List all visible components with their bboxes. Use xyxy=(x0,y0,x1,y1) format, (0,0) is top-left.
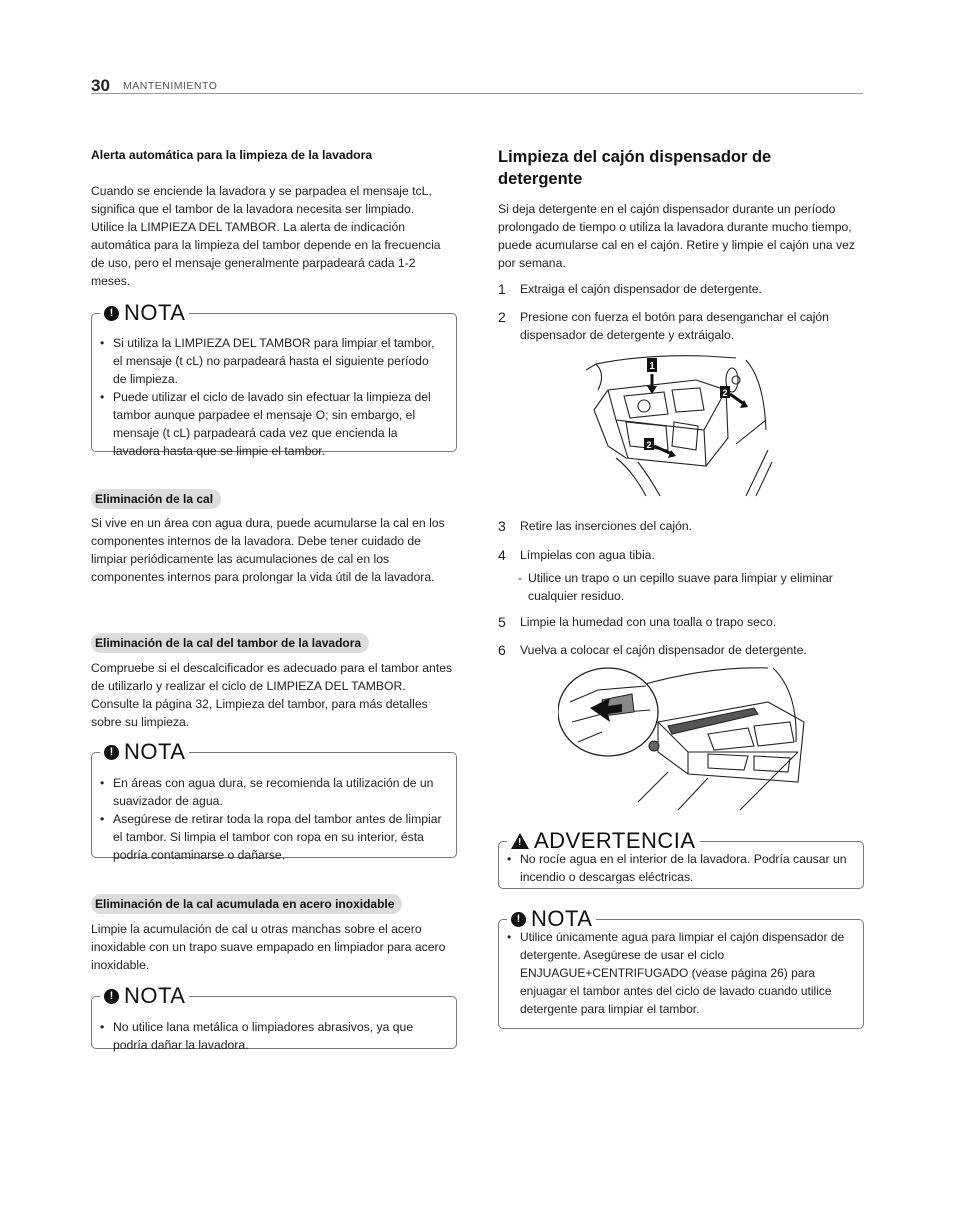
note-box-1 xyxy=(91,300,457,458)
note-item: • No utilice lana metálica o limpiadores abrasivos, ya que podría dañar la lavadora. xyxy=(100,1018,450,1054)
section-name: MANTENIMIENTO xyxy=(123,80,218,92)
step-text: Vuelva a colocar el cajón dispensador de detergente. xyxy=(520,643,807,657)
step-text: Límpielas con agua tibia. xyxy=(520,548,655,562)
note-box-4 xyxy=(498,906,864,1029)
section-title: Limpieza del cajón dispensador de detergente xyxy=(498,148,772,188)
note-list xyxy=(100,1018,450,1054)
warning-item: • No rocíe agua en el interior de la lavadora. Podría causar un incendio o descargas eléctricas. xyxy=(507,850,859,886)
auto-alert-title: Alerta automática para la limpieza de la lavadora xyxy=(91,148,373,162)
exclamation-icon: ! xyxy=(104,306,119,321)
scale-body: Si vive en un área con agua dura, puede acumularse la cal en los componentes internos de la lavadora. Debe tener cuidado de limpiar periódicamente las acumulaciones de cal en los componentes internos para prolongar la vida útil de la lavadora. xyxy=(91,516,445,584)
step-number: 4 xyxy=(498,547,506,563)
steel-scale-body: Limpie la acumulación de cal u otras manchas sobre el acero inoxidable con un trapo suave empapado en limpiador para acero inoxidable. xyxy=(91,922,446,972)
step-5 xyxy=(498,613,860,631)
exclamation-icon: ! xyxy=(104,745,119,760)
note-title: NOTA xyxy=(531,906,593,931)
note-item: • Utilice únicamente agua para limpiar el cajón dispensador de detergente. Asegúrese de usar el ciclo ENJUAGUE+CENTRIFUGADO (véase página 26) para enjuagar el tambor antes del ciclo de lavado cuando utilice detergente para limpiar el tambor. xyxy=(507,928,857,1018)
callout-1-label: 1 xyxy=(649,361,655,372)
warning-title: ADVERTENCIA xyxy=(534,828,696,853)
drawer-release-illustration xyxy=(586,350,776,498)
warning-triangle-icon: ! xyxy=(511,833,529,849)
step-text: Limpie la humedad con una toalla o trapo seco. xyxy=(520,615,777,629)
step-2 xyxy=(498,308,860,344)
subitem-text: Utilice un trapo o un cepillo suave para limpiar y eliminar cualquier residuo. xyxy=(528,571,833,603)
note-list xyxy=(100,334,445,460)
callout-2-label: 2 xyxy=(722,388,728,398)
note-header xyxy=(100,739,189,765)
page-number: 30 xyxy=(91,76,110,95)
step-3 xyxy=(498,517,860,535)
section-intro: Si deja detergente en el cajón dispensador durante un período prolongado de tiempo o utiliza la lavadora durante mucho tiempo, puede acumularse cal en el cajón. Retire y limpie el cajón una vez por semana. xyxy=(498,202,856,270)
note-title: NOTA xyxy=(124,983,186,1008)
drum-scale-title: Eliminación de la cal del tambor de la lavadora xyxy=(91,633,369,653)
exclamation-icon: ! xyxy=(104,989,119,1004)
note-box-2 xyxy=(91,739,457,862)
steel-scale-title: Eliminación de la cal acumulada en acero inoxidable xyxy=(91,894,402,914)
page-header xyxy=(91,76,863,94)
callout-3-label: 2 xyxy=(646,440,652,450)
note-item: • Puede utilizar el ciclo de lavado sin efectuar la limpieza del tambor aunque parpadee el mensaje O; sin embargo, el mensaje (t cL) parpadeará cada vez que encienda la lavadora hasta que se limpie el tambor. xyxy=(100,388,445,460)
step-number: 2 xyxy=(498,309,506,325)
note-header xyxy=(100,300,189,326)
step-4-subitem: - Utilice un trapo o un cepillo suave para limpiar y eliminar cualquier residuo. xyxy=(518,571,833,603)
note-list xyxy=(507,928,857,1018)
step-number: 5 xyxy=(498,614,506,630)
step-text: Retire las inserciones del cajón. xyxy=(520,519,693,533)
warning-list xyxy=(507,850,859,886)
step-4 xyxy=(498,546,860,564)
step-text: Presione con fuerza el botón para desenganchar el cajón dispensador de detergente y extráigalo. xyxy=(520,310,829,342)
exclamation-icon: ! xyxy=(511,912,526,927)
note-title: NOTA xyxy=(124,739,186,764)
drawer-reinsert-illustration xyxy=(558,662,808,812)
note-list xyxy=(100,774,448,864)
note-box-3 xyxy=(91,983,457,1052)
note-item: • Asegúrese de retirar toda la ropa del tambor antes de limpiar el tambor. Si limpia el tambor con ropa en su interior, ésta podría contaminarse o dañarse. xyxy=(100,810,448,864)
step-1 xyxy=(498,280,860,298)
step-number: 6 xyxy=(498,642,506,658)
note-header xyxy=(100,983,189,1009)
note-item: • En áreas con agua dura, se recomienda la utilización de un suavizador de agua. xyxy=(100,774,448,810)
drum-scale-body: Compruebe si el descalcificador es adecuado para el tambor antes de utilizarlo y realizar el ciclo de LIMPIEZA DEL TAMBOR. Consulte la página 32, Limpieza del tambor, para más detalles sobre su limpieza. xyxy=(91,661,453,729)
step-number: 1 xyxy=(498,281,506,297)
note-title: NOTA xyxy=(124,300,186,325)
scale-title: Eliminación de la cal xyxy=(91,489,221,509)
step-text: Extraiga el cajón dispensador de detergente. xyxy=(520,282,762,296)
auto-alert-body: Cuando se enciende la lavadora y se parpadea el mensaje tcL, significa que el tambor de la lavadora necesita ser limpiado. Utilice la LIMPIEZA DEL TAMBOR. La alerta de indicación automática para la limpieza del tambor depende en la frecuencia de uso, pero el mensaje generalmente parpadeará cada 1-2 meses. xyxy=(91,184,441,288)
step-6 xyxy=(498,641,860,659)
note-item: • Si utiliza la LIMPIEZA DEL TAMBOR para limpiar el tambor, el mensaje (t cL) no parpadeará hasta el siguiente período de limpieza. xyxy=(100,334,445,388)
step-number: 3 xyxy=(498,518,506,534)
warning-box xyxy=(498,828,864,889)
